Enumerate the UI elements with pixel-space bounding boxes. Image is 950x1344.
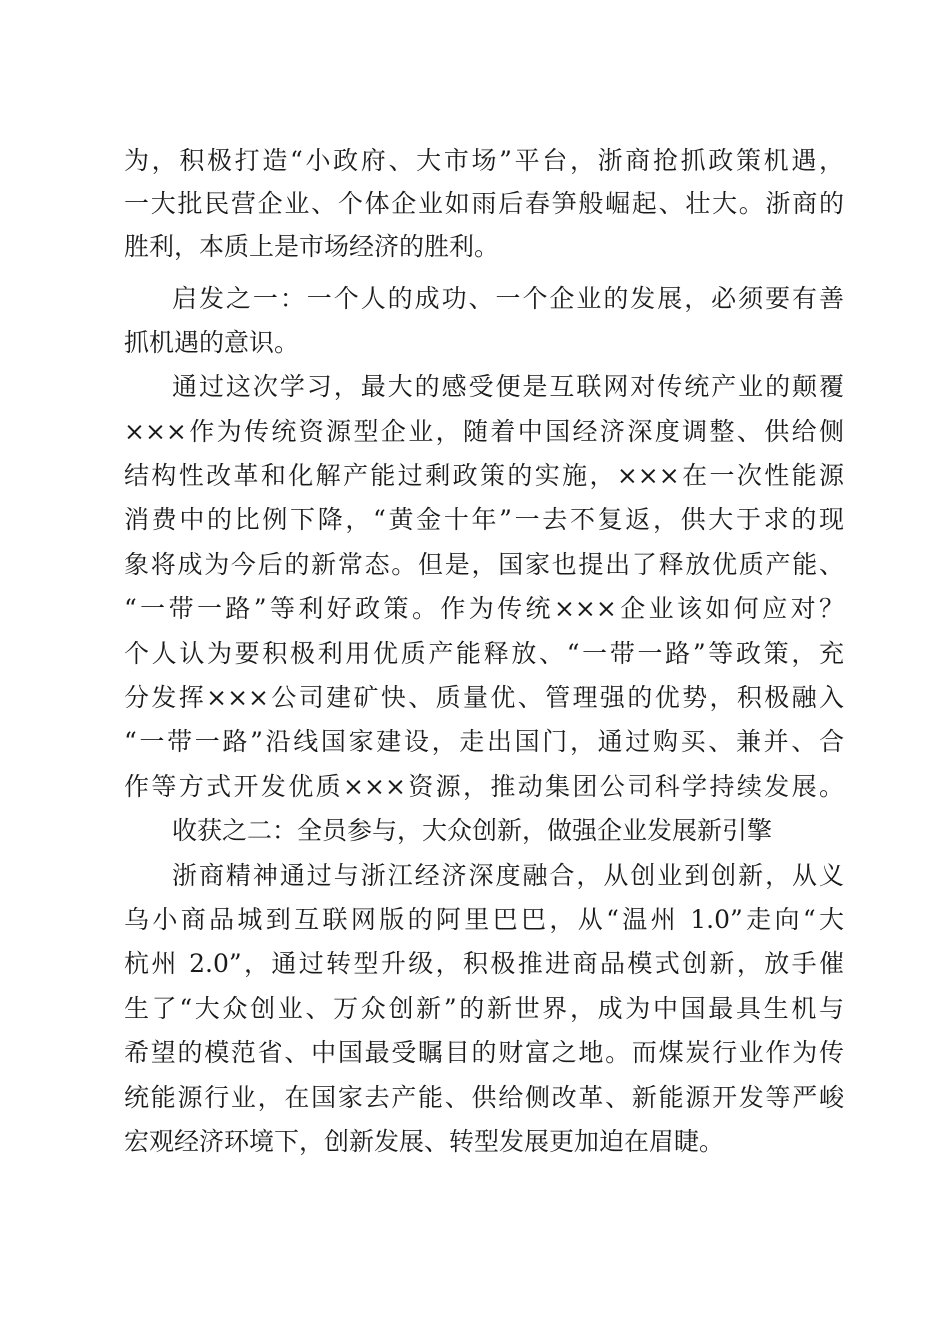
text-line: 胜利，本质上是市场经济的胜利。	[124, 232, 500, 261]
text-line: 消费中的比例下降，“黄金十年”一去不复返，供大于求的现	[124, 505, 844, 534]
text-line: 宏观经济环境下，创新发展、转型发展更加迫在眉睫。	[124, 1127, 725, 1156]
text-line: 个人认为要积极利用优质产能释放、“一带一路”等政策，充	[124, 639, 844, 668]
text-line: ×××作为传统资源型企业，随着中国经济深度调整、供给侧	[124, 417, 844, 446]
text-line: 统能源行业，在国家去产能、供给侧改革、新能源开发等严峻	[124, 1083, 844, 1112]
text-line: 希望的模范省、中国最受瞩目的财富之地。而煤炭行业作为传	[124, 1038, 844, 1067]
text-line: 生了“大众创业、万众创新”的新世界，成为中国最具生机与	[124, 994, 844, 1023]
text-line: 作等方式开发优质×××资源，推动集团公司科学持续发展。	[124, 772, 844, 801]
text-line: 抓机遇的意识。	[124, 328, 300, 357]
text-line: 杭州 2.0”，通过转型升级，积极推进商品模式创新，放手催	[124, 949, 844, 978]
text-line: 分发挥×××公司建矿快、质量优、管理强的优势，积极融入	[124, 683, 844, 712]
text-line: 启发之一：一个人的成功、一个企业的发展，必须要有善	[172, 284, 844, 313]
text-line: 通过这次学习，最大的感受便是互联网对传统产业的颠覆	[172, 372, 844, 401]
text-line: 乌小商品城到互联网版的阿里巴巴，从“温州 1.0”走向“大	[124, 905, 844, 934]
text-line: 象将成为今后的新常态。但是，国家也提出了释放优质产能、	[124, 550, 844, 579]
text-line: 收获之二：全员参与，大众创新，做强企业发展新引擎	[172, 816, 773, 845]
text-line: 为，积极打造“小政府、大市场”平台，浙商抢抓政策机遇，	[124, 146, 844, 175]
text-line: 结构性改革和化解产能过剩政策的实施，×××在一次性能源	[124, 461, 844, 490]
text-line: “一带一路”等利好政策。作为传统×××企业该如何应对？	[124, 594, 844, 623]
text-line: 浙商精神通过与浙江经济深度融合，从创业到创新，从义	[172, 861, 844, 890]
text-line: 一大批民营企业、个体企业如雨后春笋般崛起、壮大。浙商的	[124, 189, 844, 218]
text-line: “一带一路”沿线国家建设，走出国门，通过购买、兼并、合	[124, 727, 844, 756]
